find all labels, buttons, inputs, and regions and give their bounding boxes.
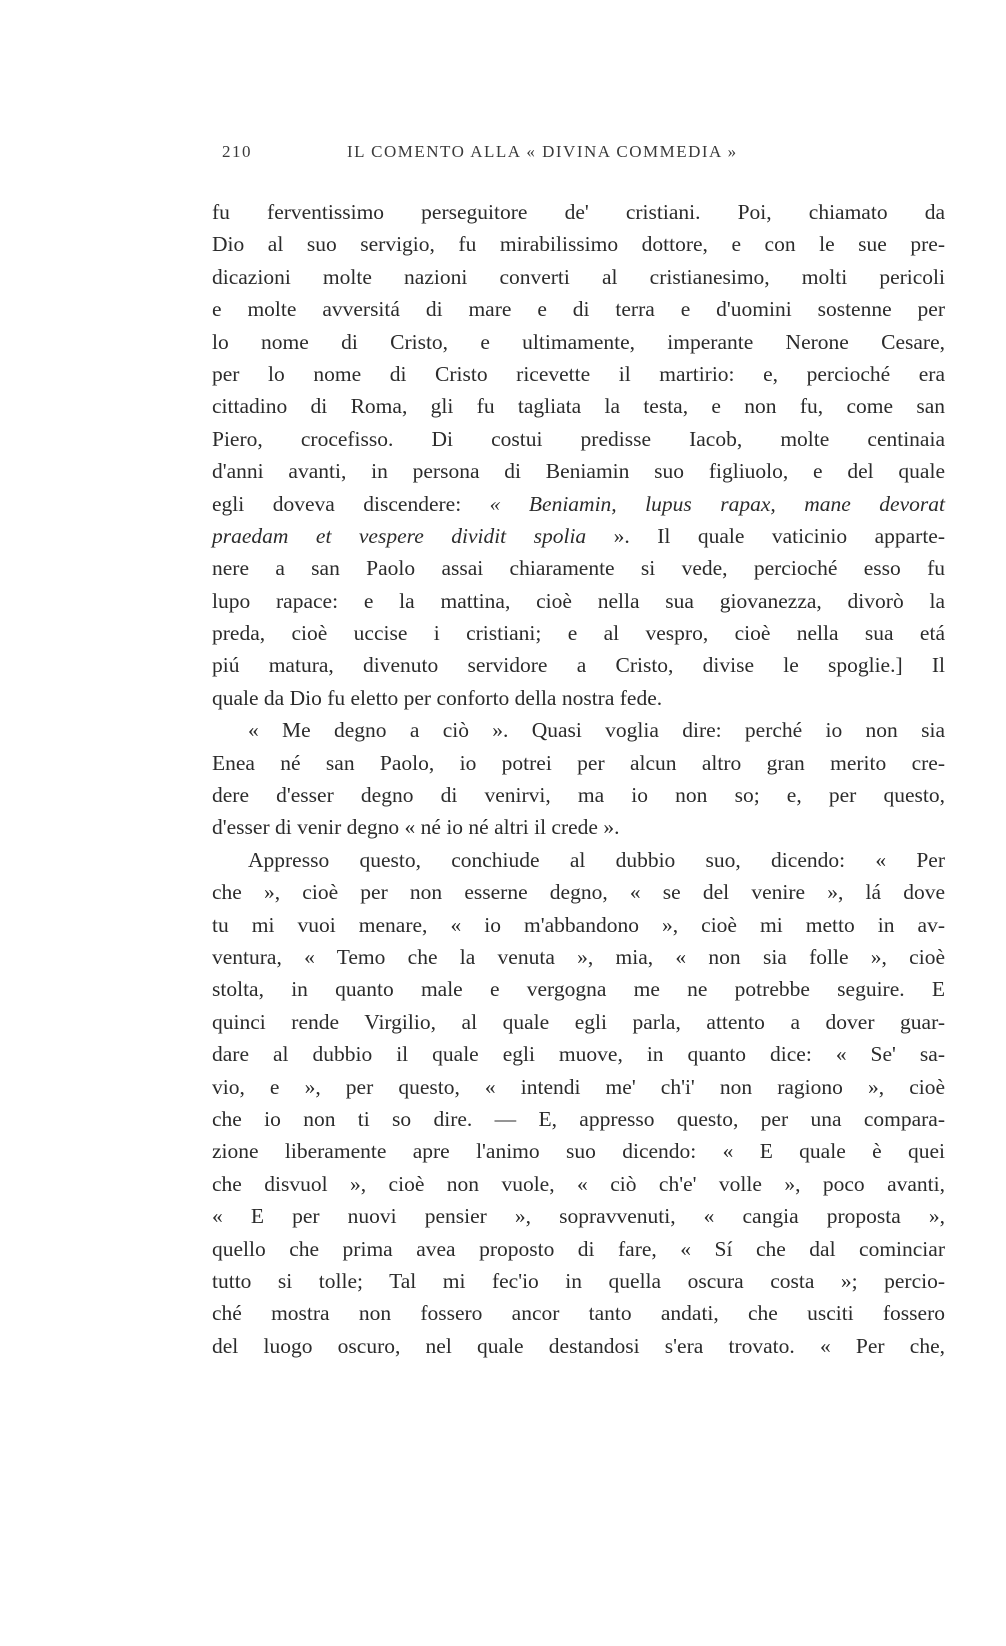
text-line (212, 1168, 945, 1200)
text-line (212, 747, 945, 779)
text-line (212, 488, 945, 520)
latin-quotation: praedam et vespere dividit spolia (212, 523, 587, 548)
text-line (212, 552, 945, 584)
text-line (212, 779, 945, 811)
line-text: dere d'esser degno di venirvi, ma io non so; e, per questo, (212, 783, 945, 808)
text-line (212, 682, 945, 714)
text-line (212, 1135, 945, 1167)
line-text: « Me degno a ciò ». Quasi voglia dire: perché io non sia (248, 718, 945, 743)
text-line (212, 1265, 945, 1297)
text-line (212, 358, 945, 390)
line-text: e molte avversitá di mare e di terra e d'uomini sostenne per (212, 297, 945, 322)
text-line (212, 390, 945, 422)
text-line (212, 714, 945, 746)
line-text: dare al dubbio il quale egli muove, in quanto dice: « Se' sa- (212, 1042, 945, 1067)
line-text: lo nome di Cristo, e ultimamente, imperante Nerone Cesare, (212, 329, 945, 354)
line-text: che disvuol », cioè non vuole, « ciò ch'e' volle », poco avanti, (212, 1171, 945, 1196)
text-line (212, 909, 945, 941)
line-text: piú matura, divenuto servidore a Cristo, divise le spoglie.] Il (212, 653, 945, 678)
line-text: Piero, crocefisso. Di costui predisse Iacob, molte centinaia (212, 426, 945, 451)
line-text: quello che prima avea proposto di fare, « Sí che dal cominciar (212, 1236, 945, 1261)
line-text: ché mostra non fossero ancor tanto andati, che usciti fossero (212, 1301, 945, 1326)
line-text: Enea né san Paolo, io potrei per alcun altro gran merito cre- (212, 750, 945, 775)
text-line (212, 617, 945, 649)
text-line (212, 1103, 945, 1135)
line-text: che io non ti so dire. — E, appresso questo, per una compara- (212, 1106, 945, 1131)
text-line (212, 811, 945, 843)
text-line (212, 585, 945, 617)
running-head: IL COMENTO ALLA « DIVINA COMMEDIA » (347, 142, 738, 161)
text-line (212, 1071, 945, 1103)
line-text: d'esser di venir degno « né io né altri il crede ». (212, 815, 620, 840)
line-text: stolta, in quanto male e vergogna me ne potrebbe seguire. E (212, 977, 945, 1002)
line-text: quinci rende Virgilio, al quale egli parla, attento a dover guar- (212, 1009, 945, 1034)
text-line (212, 973, 945, 1005)
text-line (212, 844, 945, 876)
line-text: ». Il quale vaticinio apparte- (586, 523, 945, 548)
line-text: nere a san Paolo assai chiaramente si vede, percioché esso fu (212, 556, 945, 581)
line-text: Appresso questo, conchiude al dubbio suo, dicendo: « Per (248, 847, 945, 872)
line-text: tutto si tolle; Tal mi fec'io in quella oscura costa »; percio- (212, 1268, 945, 1293)
line-text: per lo nome di Cristo ricevette il martirio: e, percioché era (212, 361, 945, 386)
text-line (212, 1200, 945, 1232)
line-text: d'anni avanti, in persona di Beniamin suo figliuolo, e del quale (212, 459, 945, 484)
line-text: che », cioè per non esserne degno, « se del venire », lá dove (212, 880, 945, 905)
page-number: 210 (222, 142, 252, 161)
text-line (212, 228, 945, 260)
text-line (212, 520, 945, 552)
line-text: dicazioni molte nazioni converti al cristianesimo, molti pericoli (212, 264, 945, 289)
line-text: del luogo oscuro, nel quale destandosi s'era trovato. « Per che, (212, 1333, 945, 1358)
line-text: lupo rapace: e la mattina, cioè nella sua giovanezza, divorò la (212, 588, 945, 613)
text-line (212, 326, 945, 358)
line-text: fu ferventissimo perseguitore de' cristiani. Poi, chiamato da (212, 200, 945, 224)
text-line (212, 455, 945, 487)
text-line (212, 1038, 945, 1070)
text-line (212, 196, 945, 228)
latin-quotation: « Beniamin, lupus rapax, mane devorat (489, 491, 945, 516)
line-text: cittadino di Roma, gli fu tagliata la testa, e non fu, come san (212, 394, 945, 419)
text-line (212, 941, 945, 973)
text-line (212, 1330, 945, 1362)
text-line (212, 1006, 945, 1038)
line-text: preda, cioè uccise i cristiani; e al vespro, cioè nella sua etá (212, 621, 945, 646)
text-line (212, 293, 945, 325)
line-text: tu mi vuoi menare, « io m'abbandono », cioè mi metto in av- (212, 912, 945, 937)
page-header (222, 142, 952, 168)
line-text: ventura, « Temo che la venuta », mia, « non sia folle », cioè (212, 944, 945, 969)
line-text: zione liberamente apre l'animo suo dicendo: « E quale è quei (212, 1139, 945, 1164)
text-line (212, 261, 945, 293)
text-line (212, 1233, 945, 1265)
text-line (212, 423, 945, 455)
line-text: vio, e », per questo, « intendi me' ch'i' non ragiono », cioè (212, 1074, 945, 1099)
line-text: « E per nuovi pensier », sopravvenuti, « cangia proposta », (212, 1204, 945, 1229)
body-text (212, 196, 945, 1362)
line-text: egli doveva discendere: (212, 491, 490, 516)
text-line (212, 1297, 945, 1329)
text-line (212, 876, 945, 908)
line-text: quale da Dio fu eletto per conforto della nostra fede. (212, 685, 663, 710)
line-text: Dio al suo servigio, fu mirabilissimo dottore, e con le sue pre- (212, 232, 945, 257)
text-line (212, 649, 945, 681)
